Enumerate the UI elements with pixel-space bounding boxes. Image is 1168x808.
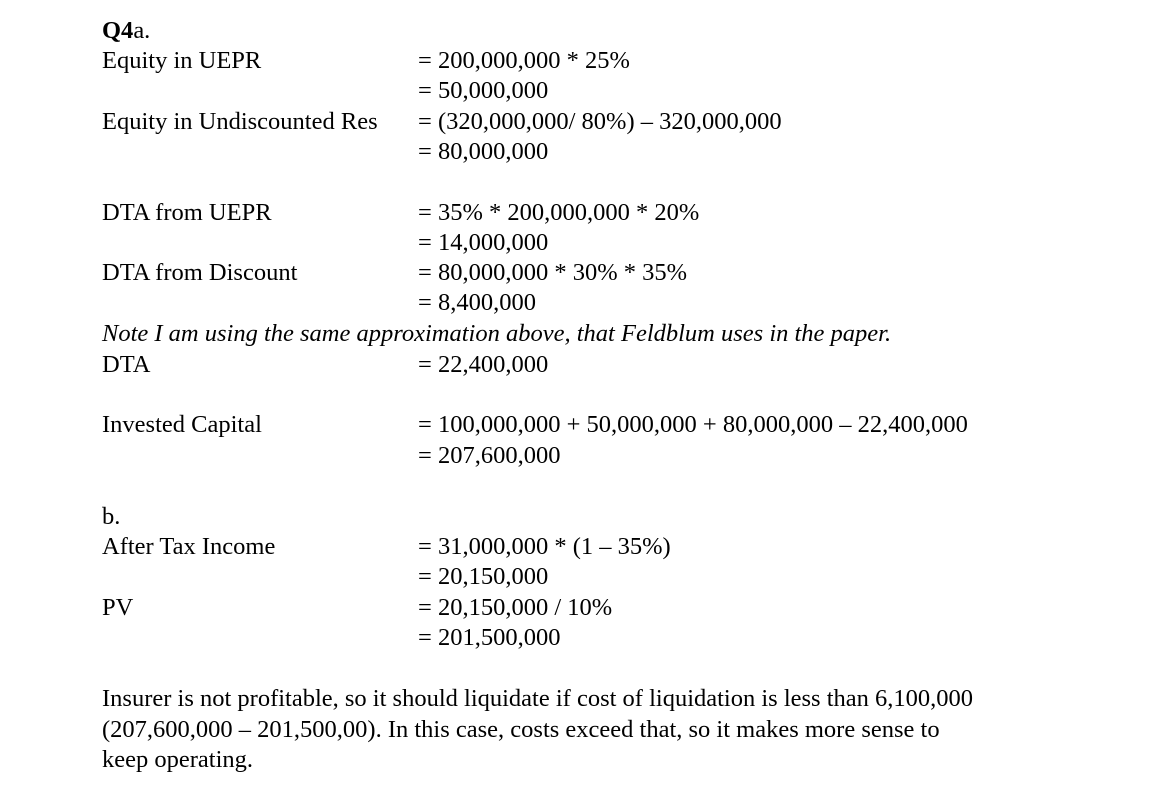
dta-discount-label: DTA from Discount bbox=[102, 259, 298, 286]
approximation-note: Note I am using the same approximation above, that Feldblum uses in the paper. bbox=[102, 320, 892, 347]
equity-undiscounted-calc: = (320,000,000/ 80%) – 320,000,000 bbox=[418, 108, 782, 135]
invested-capital-result: = 207,600,000 bbox=[418, 442, 561, 469]
dta-discount-calc: = 80,000,000 * 30% * 35% bbox=[418, 259, 688, 286]
conclusion-line-3: keep operating. bbox=[102, 746, 254, 773]
conclusion-paragraph bbox=[102, 684, 1052, 776]
dta-discount-result: = 8,400,000 bbox=[418, 289, 536, 316]
equity-uepr-calc: = 200,000,000 * 25% bbox=[418, 47, 630, 74]
dta-result: = 22,400,000 bbox=[418, 351, 549, 378]
dta-uepr-calc: = 35% * 200,000,000 * 20% bbox=[418, 199, 700, 226]
invested-capital-calc: = 100,000,000 + 50,000,000 + 80,000,000 – 22,400,000 bbox=[418, 411, 968, 438]
after-tax-income-calc: = 31,000,000 * (1 – 35%) bbox=[418, 533, 671, 560]
dta-uepr-label: DTA from UEPR bbox=[102, 199, 272, 226]
pv-label: PV bbox=[102, 594, 134, 621]
after-tax-income-result: = 20,150,000 bbox=[418, 563, 549, 590]
equity-uepr-label: Equity in UEPR bbox=[102, 47, 262, 74]
question-number: Q4 bbox=[102, 17, 134, 44]
equity-uepr-result: = 50,000,000 bbox=[418, 77, 549, 104]
dta-uepr-result: = 14,000,000 bbox=[418, 229, 549, 256]
invested-capital-label: Invested Capital bbox=[102, 411, 262, 438]
question-part: a. bbox=[133, 17, 151, 44]
conclusion-line-1: Insurer is not profitable, so it should liquidate if cost of liquidation is less than 6,100,000 bbox=[102, 685, 974, 712]
pv-calc: = 20,150,000 / 10% bbox=[418, 594, 613, 621]
part-b-heading: b. bbox=[102, 503, 121, 530]
pv-result: = 201,500,000 bbox=[418, 624, 561, 651]
question-heading bbox=[102, 16, 150, 46]
after-tax-income-label: After Tax Income bbox=[102, 533, 276, 560]
conclusion-line-2: (207,600,000 – 201,500,00). In this case, costs exceed that, so it makes more sense to bbox=[102, 715, 940, 743]
equity-undiscounted-label: Equity in Undiscounted Res bbox=[102, 108, 378, 135]
dta-label: DTA bbox=[102, 351, 151, 378]
equity-undiscounted-result: = 80,000,000 bbox=[418, 138, 549, 165]
